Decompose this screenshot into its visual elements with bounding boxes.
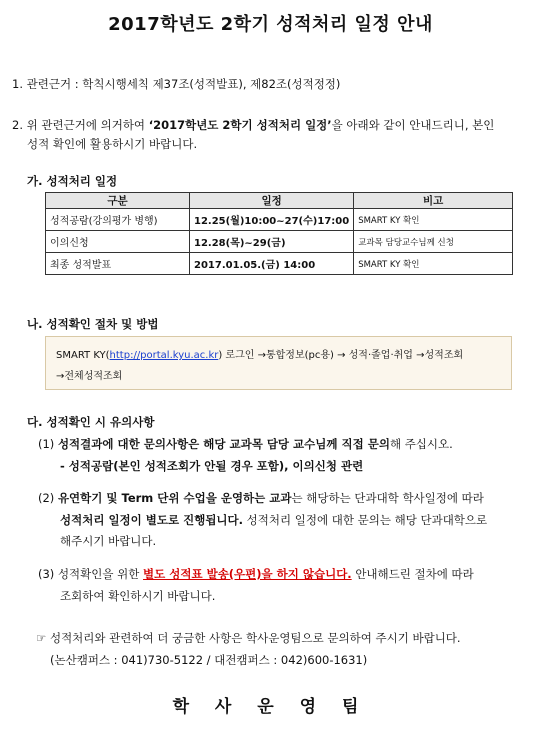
procedure-line2: →전체성적조회	[56, 371, 123, 382]
header-schedule: 일정	[190, 193, 354, 209]
row-schedule: 12.25(월)10:00~27(수)17:00	[190, 209, 354, 231]
note-3-line1	[38, 566, 474, 582]
procedure-pre: SMART KY(	[56, 350, 110, 361]
note-2-bold-2: 성적처리 일정이 별도로 진행됩니다.	[60, 513, 244, 527]
row-schedule: 2017.01.05.(금) 14:00	[190, 253, 354, 275]
note-3-warning: 별도 성적표 발송(우편)을 하지 않습니다.	[143, 567, 352, 581]
note-2-number: (2)	[38, 491, 55, 505]
note-3-number: (3)	[38, 567, 55, 581]
item-1	[12, 76, 340, 92]
note-2-line2	[60, 512, 487, 528]
table-row	[46, 209, 513, 231]
contact-line1	[36, 630, 461, 646]
row-schedule: 12.28(목)~29(금)	[190, 231, 354, 253]
note-2-bold-1: 유연학기 및 Term 단위 수업을 운영하는 교과	[57, 491, 292, 505]
note-3-pre: 성적확인을 위한	[57, 567, 144, 581]
note-2-rest-2: 성적처리 일정에 대한 문의는 해당 단과대학으로	[243, 513, 488, 527]
procedure-line1	[56, 346, 463, 361]
schedule-table-header	[46, 193, 513, 209]
item-2-number: 2.	[12, 118, 23, 132]
note-1-bold: 성적결과에 대한 문의사항은 해당 교과목 담당 교수님께 직접 문의	[57, 437, 390, 451]
row-note: SMART KY 확인	[354, 209, 513, 231]
team-signature: 학 사 운 영 팀	[172, 697, 369, 717]
portal-link[interactable]: http://portal.kyu.ac.kr	[109, 350, 219, 361]
note-2-line1	[38, 490, 484, 506]
item-2-line1-post: 을 아래와 같이 안내드리니, 본인	[331, 118, 495, 132]
note-1-rest: 해 주십시오.	[389, 437, 453, 451]
row-category: 최종 성적발표	[46, 253, 190, 275]
page-title: 2017학년도 2학기 성적처리 일정 안내	[108, 14, 433, 35]
note-1-sub: - 성적공람(본인 성적조회가 안될 경우 포함), 이의신청 관련	[60, 459, 364, 473]
contact-line2: (논산캠퍼스 : 041)730-5122 / 대전캠퍼스 : 042)600-1631)	[50, 653, 368, 667]
item-1-text: 관련근거 : 학칙시행세칙 제37조(성적발표), 제82조(성적정정)	[26, 77, 341, 91]
note-3-line2: 조회하여 확인하시기 바랍니다.	[60, 589, 216, 603]
item-1-number: 1.	[12, 77, 23, 91]
item-2-line1-bold: ‘2017학년도 2학기 성적처리 일정’	[148, 118, 332, 132]
note-3-post: 안내해드린 절차에 따라	[351, 567, 474, 581]
row-category: 성적공람(강의평가 병행)	[46, 209, 190, 231]
row-note: 교과목 담당교수님께 신청	[354, 231, 513, 253]
note-2-line3: 해주시기 바랍니다.	[60, 534, 157, 548]
contact-text: 성적처리와 관련하여 더 궁금한 사항은 학사운영팀으로 문의하여 주시기 바랍니다.	[49, 631, 461, 645]
row-note: SMART KY 확인	[354, 253, 513, 275]
item-2	[12, 117, 494, 133]
procedure-post: ) 로그인 →통합정보(pc용) → 성적·졸업·취업 →성적조회	[218, 350, 464, 361]
pointing-hand-icon: ☞	[36, 631, 47, 645]
section-a-heading: 가. 성적처리 일정	[27, 174, 118, 188]
header-category: 구분	[46, 193, 190, 209]
header-note: 비고	[354, 193, 513, 209]
item-2-line2: 성적 확인에 활용하시기 바랍니다.	[27, 137, 198, 151]
table-row	[46, 253, 513, 275]
note-1	[38, 436, 453, 452]
note-2-rest-1: 는 해당하는 단과대학 학사일정에 따라	[291, 491, 484, 505]
note-1-number: (1)	[38, 437, 55, 451]
table-row	[46, 231, 513, 253]
schedule-table	[45, 192, 513, 275]
section-b-heading: 나. 성적확인 절차 및 방법	[27, 317, 159, 331]
section-c-heading: 다. 성적확인 시 유의사항	[27, 415, 155, 429]
row-category: 이의신청	[46, 231, 190, 253]
item-2-line1-pre: 위 관련근거에 의거하여	[26, 118, 149, 132]
